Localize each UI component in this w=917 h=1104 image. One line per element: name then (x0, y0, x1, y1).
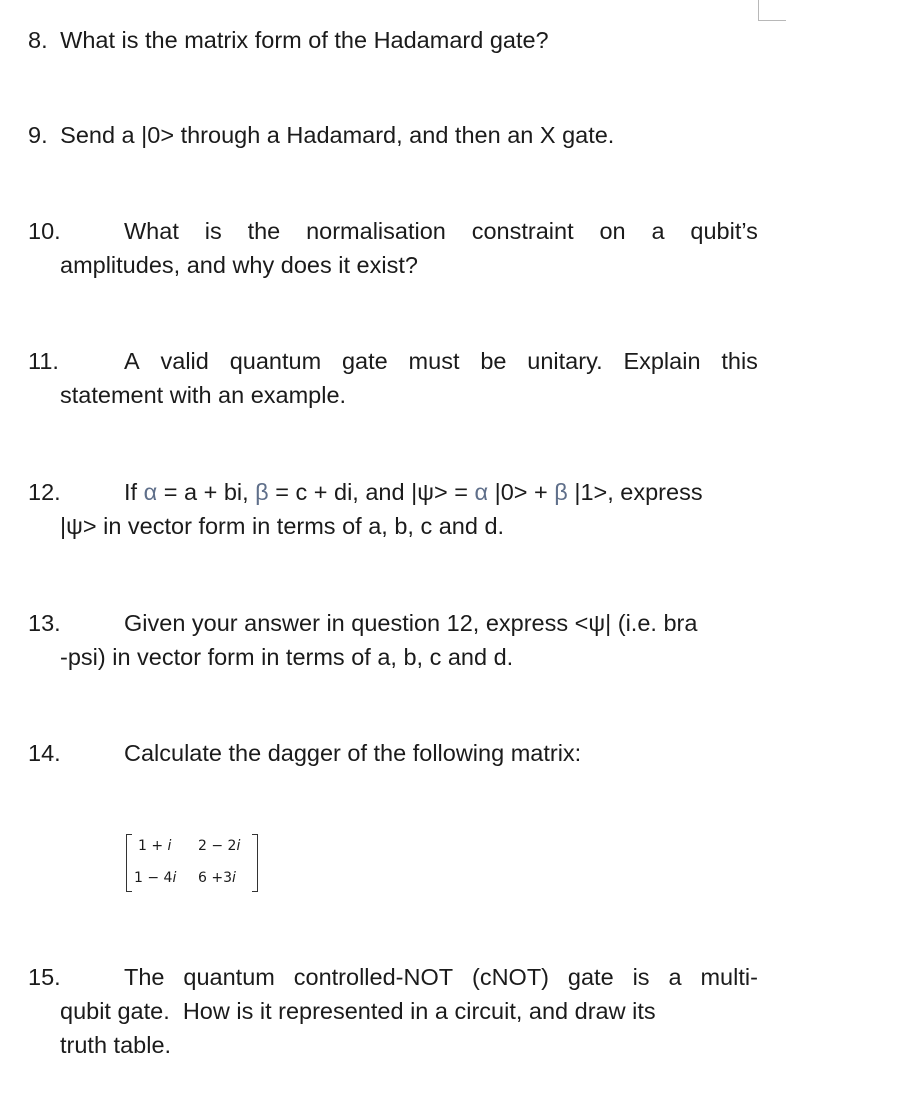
question-continuation: -psi) in vector form in terms of a, b, c and d. (60, 644, 514, 670)
question-number: 11. (28, 348, 59, 374)
question-continuation: |ψ> in vector form in terms of a, b, c and d. (60, 513, 505, 539)
question-continuation: qubit gate. How is it represented in a circuit, and draw its (60, 998, 656, 1024)
question-word: gate (341, 348, 388, 374)
page-corner-mark (758, 0, 786, 21)
question-continuation: amplitudes, and why does it exist? (60, 252, 418, 278)
question-14 (28, 736, 758, 770)
matrix-cell-r1c2: 2 − 2i (198, 838, 241, 854)
question-text: = c + di, and |ψ> = (268, 479, 475, 505)
question-text: Calculate the dagger of the following matrix: (124, 740, 582, 766)
question-line (28, 214, 758, 248)
question-13 (28, 606, 758, 674)
question-word: a (651, 218, 665, 244)
question-word: controlled-NOT (293, 964, 454, 990)
question-word: on (599, 218, 626, 244)
question-word: The (124, 964, 165, 990)
question-word: is (204, 218, 222, 244)
question-text: Send a |0> through a Hadamard, and then an X gate. (60, 122, 615, 148)
question-continuation: truth table. (60, 1032, 172, 1058)
question-word: quantum (229, 348, 322, 374)
question-text: Given your answer in question 12, express <ψ| (i.e. bra (124, 610, 698, 636)
question-continuation: statement with an example. (60, 382, 347, 408)
question-number: 15. (28, 964, 61, 990)
beta-symbol: β (255, 479, 269, 505)
question-word: multi- (700, 964, 758, 990)
question-number: 9. (28, 122, 48, 148)
question-word: a (668, 964, 682, 990)
question-15 (28, 960, 758, 1062)
question-word: this (721, 348, 758, 374)
question-word: What (124, 218, 179, 244)
matrix-cell-r2c2: 6 +3i (198, 870, 236, 886)
question-number: 12. (28, 479, 61, 505)
matrix-cell-r1c1: 1 + i (138, 838, 172, 854)
complex-matrix (126, 834, 258, 890)
question-word: normalisation (306, 218, 446, 244)
question-text: |0> + (488, 479, 555, 505)
question-text: |1>, express (567, 479, 703, 505)
matrix-right-bracket (252, 834, 258, 892)
matrix-cell-r2c1: 1 − 4i (134, 870, 177, 886)
question-word: constraint (471, 218, 574, 244)
question-text: = a + bi, (157, 479, 256, 505)
question-number: 8. (28, 27, 48, 53)
question-word: is (632, 964, 650, 990)
question-line (28, 960, 758, 994)
question-text: What is the matrix form of the Hadamard gate? (60, 27, 549, 53)
question-line (28, 736, 758, 770)
question-line (28, 344, 758, 378)
question-word: must (408, 348, 460, 374)
question-number: 13. (28, 610, 61, 636)
alpha-symbol: α (143, 479, 158, 505)
question-word: Explain (623, 348, 701, 374)
beta-symbol: β (554, 479, 568, 505)
question-12 (28, 475, 758, 543)
question-word: A (124, 348, 140, 374)
question-word: valid (160, 348, 209, 374)
question-number: 10. (28, 218, 61, 244)
matrix-left-bracket (126, 834, 132, 892)
question-word: the (247, 218, 281, 244)
question-word: qubit’s (690, 218, 758, 244)
question-word: gate (567, 964, 614, 990)
question-word: be (480, 348, 507, 374)
question-8 (28, 23, 758, 57)
question-text: If (124, 479, 144, 505)
question-line (28, 475, 758, 509)
question-9 (28, 118, 758, 152)
question-line (28, 606, 758, 640)
question-word: quantum (183, 964, 275, 990)
question-11 (28, 344, 758, 412)
question-word: (cNOT) (472, 964, 550, 990)
question-10 (28, 214, 758, 282)
alpha-symbol: α (474, 479, 489, 505)
question-word: unitary. (527, 348, 603, 374)
question-number: 14. (28, 740, 61, 766)
